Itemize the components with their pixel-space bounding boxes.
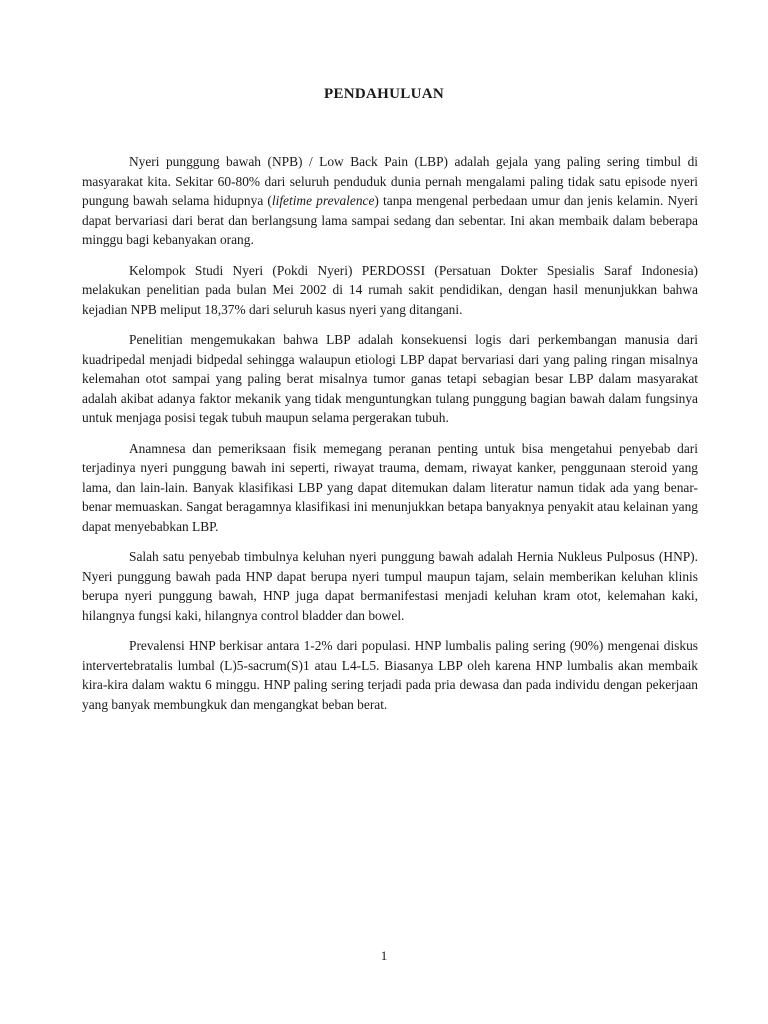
paragraph-3: Penelitian mengemukakan bahwa LBP adalah konsekuensi logis dari perkembangan manusia dari kuadripedal menjadi bidpedal sehingga walaupun etiologi LBP dapat bervariasi dari yang paling ringan misalnya kelemahan otot sampai yang paling berat misalnya tumor ganas tetapi sebagian besar LBP dalam masyarakat adalah akibat adanya faktor mekanik yang tidak menguntungkan tulang punggung bagian bawah dalam fungsinya untuk menjaga posisi tegak tubuh maupun selama pergerakan tubuh. <box>82 332 698 425</box>
page-title: PENDAHULUAN <box>324 86 444 102</box>
paragraph-6: Prevalensi HNP berkisar antara 1-2% dari populasi. HNP lumbalis paling sering (90%) mengenai diskus intervertebratalis lumbal (L)5-sacrum(S)1 atau L4-L5. Biasanya LBP oleh karena HNP lumbalis akan membaik kira-kira dalam waktu 6 minggu. HNP paling sering terjadi pada pria dewasa dan pada individu dengan pekerjaan yang banyak membungkuk dan mengangkat beban berat. <box>82 638 698 712</box>
paragraph-4: Anamnesa dan pemeriksaan fisik memegang peranan penting untuk bisa mengetahui penyebab dari terjadinya nyeri punggung bawah ini seperti, riwayat trauma, demam, riwayat kanker, penggunaan steroid yang lama, dan lain-lain. Banyak klasifikasi LBP yang dapat ditemukan dalam literatur namun tidak ada yang benar-benar memuaskan. Sangat beragamnya klasifikasi ini menunjukkan betapa banyaknya penyakit atau kelainan yang dapat menyebabkan LBP. <box>82 440 698 534</box>
paragraph-2: Kelompok Studi Nyeri (Pokdi Nyeri) PERDOSSI (Persatuan Dokter Spesialis Saraf Indonesia) melakukan penelitian pada bulan Mei 2002 di 14 rumah sakit pendidikan, dengan hasil menunjukkan bahwa kejadian NPB meliput 18,37% dari seluruh kasus nyeri yang ditangani. <box>82 262 698 317</box>
paragraph-1-text-start: Nyeri punggung bawah (NPB) / Low Back Pain (LBP) adalah gejala yang paling sering timbul di masyarakat kita. Sekitar 60-80% dari seluruh penduduk dunia pernah mengalami paling tidak satu episode nyeri pungung bawah selama hidupnya ( <box>82 154 698 208</box>
paragraph-1-italic-term: lifetime prevalence <box>271 193 375 208</box>
paragraph-1 <box>82 152 698 250</box>
document-body <box>82 152 698 725</box>
page-number: 1 <box>380 948 388 963</box>
paragraph-5: Salah satu penyebab timbulnya keluhan nyeri punggung bawah adalah Hernia Nukleus Pulposus (HNP). Nyeri punggung bawah pada HNP dapat berupa nyeri tumpul maupun tajam, selain memberikan keluhan klinis berupa nyeri punggung bawah, HNP juga dapat bermanifestasi menjadi keluhan kram otot, kelemahan kaki, hilangnya fungsi kaki, hilangnya control bladder dan bowel. <box>82 549 698 623</box>
paragraph-1-text-end: ) tanpa mengenal perbedaan umur dan jenis kelamin. Nyeri dapat bervariasi dari berat dan berlangsung lama sampai sedang dan sebentar. Ini akan membaik dalam beberapa minggu bagi kebanyakan orang. <box>82 193 698 247</box>
